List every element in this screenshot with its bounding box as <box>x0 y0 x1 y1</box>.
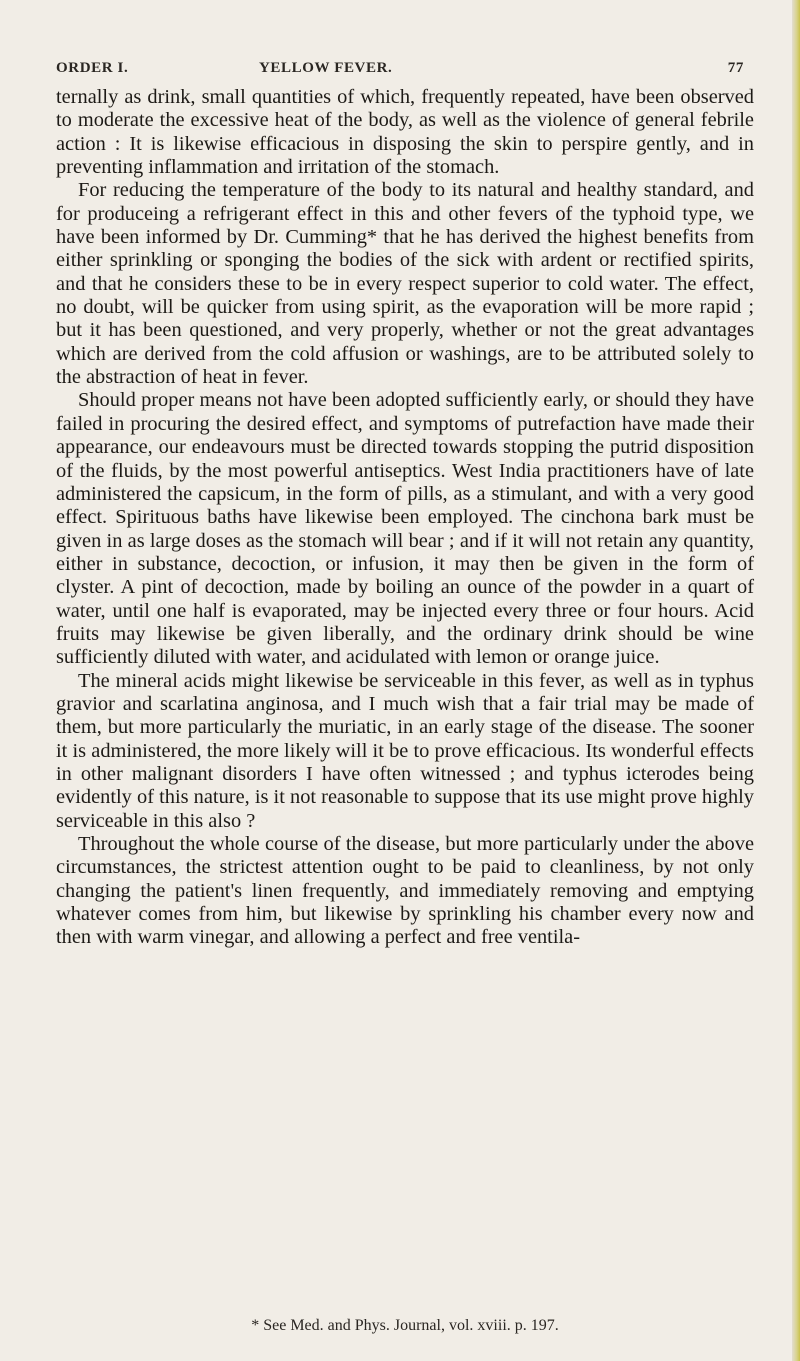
running-head <box>56 60 744 82</box>
page-number: 77 <box>727 60 744 76</box>
page-edge <box>792 0 800 1361</box>
body-text <box>56 86 754 950</box>
paragraph-2: For reducing the temperature of the body to its natural and healthy standard, and for produceing a refrigerant effect in this and other fevers of the typhoid type, we have been informed by Dr. Cumming* that he has derived the highest benefits from either sprinkling or sponging the bodies of the sick with ardent or rectified spirits, and that he considers these to be in every respect superior to cold water. The effect, no doubt, will be quicker from using spirit, as the evaporation will be more rapid ; but it has been questioned, and very properly, whether or not the great advantages which are derived from the cold affusion or washings, are to be attributed solely to the abstraction of heat in fever. <box>56 179 754 389</box>
section-label: ORDER I. <box>56 60 129 76</box>
footnote: * See Med. and Phys. Journal, vol. xviii. p. 197. <box>251 1317 559 1334</box>
paragraph-1: ternally as drink, small quantities of which, frequently repeated, have been observed to moderate the excessive heat of the body, as well as the violence of general febrile action : It is likewise efficacious in disposing the skin to perspire gently, and in preventing inflammation and irritation of the stomach. <box>56 86 754 179</box>
paragraph-3: Should proper means not have been adopted sufficiently early, or should they have failed in procuring the desired effect, and symptoms of putrefaction have made their appearance, our endeavours must be directed towards stopping the putrid disposition of the fluids, by the most powerful antiseptics. West India practitioners have of late administered the capsicum, in the form of pills, as a stimulant, and with a very good effect. Spirituous baths have likewise been employed. The cinchona bark must be given in as large doses as the stomach will bear ; and if it will not retain any quantity, either in substance, decoction, or infusion, it may then be given in the form of clyster. A pint of decoction, made by boiling an ounce of the powder in a quart of water, until one half is evaporated, may be injected every three or four hours. Acid fruits may likewise be given liberally, and the ordinary drink should be wine sufficiently diluted with water, and acidulated with lemon or orange juice. <box>56 389 754 669</box>
paragraph-4: The mineral acids might likewise be serviceable in this fever, as well as in typhus gravior and scarlatina anginosa, and I much wish that a fair trial may be made of them, but more particularly the muriatic, in an early stage of the disease. The sooner it is administered, the more likely will it be to prove efficacious. Its wonderful effects in other malignant disorders I have often witnessed ; and typhus icterodes being evidently of this nature, is it not reasonable to suppose that its use might prove highly serviceable in this also ? <box>56 669 754 832</box>
chapter-title: YELLOW FEVER. <box>259 60 393 76</box>
paragraph-5: Throughout the whole course of the disease, but more particularly under the above circumstances, the strictest attention ought to be paid to cleanliness, by not only changing the patient's linen frequently, and immediately removing and emptying whatever comes from him, but likewise by sprinkling his chamber every now and then with warm vinegar, and allowing a perfect and free ventila- <box>56 833 754 949</box>
